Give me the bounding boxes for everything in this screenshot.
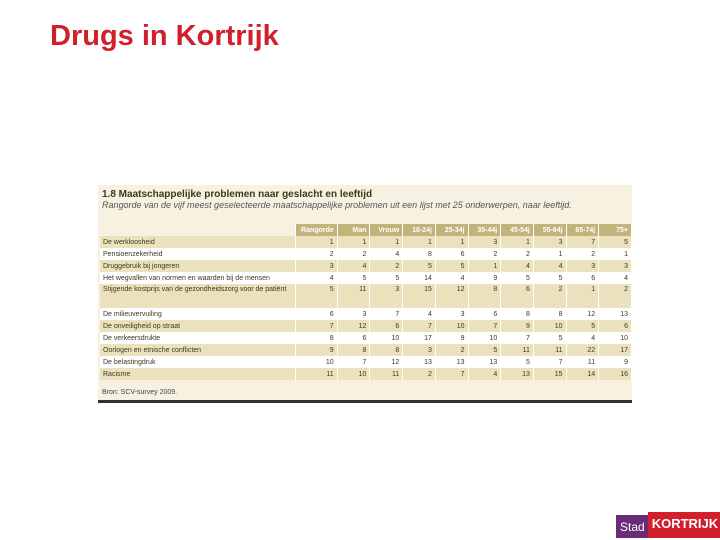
row-label: De belastingdruk xyxy=(100,356,295,368)
table-cell: 5 xyxy=(599,236,632,248)
table-cell: 14 xyxy=(403,272,436,284)
table-cell: 5 xyxy=(501,356,534,368)
table-cell: 4 xyxy=(370,248,403,260)
column-header: 25-34j xyxy=(435,224,468,236)
table-row xyxy=(100,260,632,272)
table-cell: 1 xyxy=(403,236,436,248)
table-row xyxy=(100,284,632,308)
table-cell: 2 xyxy=(533,284,566,308)
table-cell: 5 xyxy=(533,332,566,344)
table-cell: 4 xyxy=(435,272,468,284)
table-cell: 4 xyxy=(403,308,436,320)
table-cell: 8 xyxy=(468,284,501,308)
table-row xyxy=(100,356,632,368)
source-note: Bron: SCV-survey 2009. xyxy=(102,389,178,396)
table-cell: 11 xyxy=(337,284,370,308)
table-cell: 2 xyxy=(295,248,337,260)
table-cell: 13 xyxy=(403,356,436,368)
table-cell: 5 xyxy=(403,260,436,272)
table-cell: 5 xyxy=(468,344,501,356)
table-cell: 12 xyxy=(566,308,599,320)
column-header xyxy=(100,224,295,236)
table-cell: 12 xyxy=(435,284,468,308)
table-cell: 11 xyxy=(370,368,403,380)
table-cell: 12 xyxy=(337,320,370,332)
table-cell: 8 xyxy=(501,308,534,320)
table-cell: 8 xyxy=(337,344,370,356)
table-cell: 10 xyxy=(599,332,632,344)
table-cell: 6 xyxy=(370,320,403,332)
header-row xyxy=(100,224,632,236)
column-header: Vrouw xyxy=(370,224,403,236)
column-header: 18-24j xyxy=(403,224,436,236)
column-header: 35-44j xyxy=(468,224,501,236)
table-cell: 5 xyxy=(566,320,599,332)
table-cell: 11 xyxy=(533,344,566,356)
table-cell: 7 xyxy=(566,236,599,248)
table-cell: 5 xyxy=(501,272,534,284)
table-cell: 6 xyxy=(501,284,534,308)
row-label: De werkloosheid xyxy=(100,236,295,248)
table-cell: 4 xyxy=(337,260,370,272)
table-cell: 22 xyxy=(566,344,599,356)
table-cell: 10 xyxy=(337,368,370,380)
table-cell: 17 xyxy=(403,332,436,344)
table-cell: 3 xyxy=(533,236,566,248)
column-header: 75+ xyxy=(599,224,632,236)
table-cell: 7 xyxy=(468,320,501,332)
table-cell: 10 xyxy=(468,332,501,344)
table-cell: 13 xyxy=(468,356,501,368)
row-label: Pensioenzekerheid xyxy=(100,248,295,260)
slide-title: Drugs in Kortrijk xyxy=(50,20,279,52)
table-cell: 7 xyxy=(403,320,436,332)
logo-kortrijk: KORTRIJK xyxy=(648,512,720,538)
table-cell: 8 xyxy=(370,344,403,356)
table-cell: 15 xyxy=(533,368,566,380)
table-cell: 4 xyxy=(566,332,599,344)
table-cell: 1 xyxy=(533,248,566,260)
table-cell: 14 xyxy=(566,368,599,380)
table-cell: 5 xyxy=(435,260,468,272)
table-row xyxy=(100,248,632,260)
data-table xyxy=(100,224,632,380)
table-cell: 7 xyxy=(435,368,468,380)
table-cell: 6 xyxy=(599,320,632,332)
table-cell: 17 xyxy=(599,344,632,356)
table-cell: 8 xyxy=(403,248,436,260)
table-cell: 10 xyxy=(295,356,337,368)
table-cell: 3 xyxy=(599,260,632,272)
table-cell: 2 xyxy=(468,248,501,260)
table-cell: 3 xyxy=(337,308,370,320)
table-cell: 16 xyxy=(599,368,632,380)
table-cell: 11 xyxy=(295,368,337,380)
table-cell: 2 xyxy=(501,248,534,260)
table-cell: 9 xyxy=(468,272,501,284)
figure-heading: 1.8 Maatschappelijke problemen naar geslacht en leeftijd xyxy=(102,189,373,200)
stad-kortrijk-logo xyxy=(616,512,720,538)
table-cell: 4 xyxy=(468,368,501,380)
table-cell: 13 xyxy=(435,356,468,368)
row-label: Racisme xyxy=(100,368,295,380)
table-cell: 13 xyxy=(599,308,632,320)
table-cell: 11 xyxy=(501,344,534,356)
table-cell: 9 xyxy=(599,356,632,368)
table-cell: 5 xyxy=(295,284,337,308)
table-cell: 1 xyxy=(337,236,370,248)
table-cell: 5 xyxy=(370,272,403,284)
figure-subheading: Rangorde van de vijf meest geselecteerde maatschappelijke problemen uit een lijst met 25 onderwerpen, naar leeftijd. xyxy=(102,200,572,210)
table-row xyxy=(100,320,632,332)
table-row xyxy=(100,236,632,248)
row-label: De milieuvervuiling xyxy=(100,308,295,320)
table-cell: 3 xyxy=(435,308,468,320)
table-cell: 6 xyxy=(468,308,501,320)
table-cell: 4 xyxy=(501,260,534,272)
table-cell: 7 xyxy=(337,356,370,368)
table-cell: 5 xyxy=(337,272,370,284)
column-header: 55-64j xyxy=(533,224,566,236)
table-cell: 1 xyxy=(295,236,337,248)
table-cell: 9 xyxy=(295,344,337,356)
table-row xyxy=(100,308,632,320)
table-cell: 5 xyxy=(533,272,566,284)
row-label: Het wegvallen van normen en waarden bij de mensen xyxy=(100,272,295,284)
table-cell: 3 xyxy=(468,236,501,248)
table-cell: 7 xyxy=(533,356,566,368)
table-cell: 2 xyxy=(337,248,370,260)
column-header: 65-74j xyxy=(566,224,599,236)
table-cell: 3 xyxy=(403,344,436,356)
table-cell: 6 xyxy=(337,332,370,344)
row-label: De verkeersdrukte xyxy=(100,332,295,344)
table-row xyxy=(100,332,632,344)
table-cell: 12 xyxy=(370,356,403,368)
row-label: De onveiligheid op straat xyxy=(100,320,295,332)
table-cell: 1 xyxy=(435,236,468,248)
table-cell: 8 xyxy=(533,308,566,320)
table-cell: 1 xyxy=(370,236,403,248)
logo-stad: Stad xyxy=(616,515,648,538)
table-cell: 7 xyxy=(501,332,534,344)
table-cell: 2 xyxy=(370,260,403,272)
table-cell: 4 xyxy=(295,272,337,284)
table-cell: 13 xyxy=(501,368,534,380)
table-cell: 2 xyxy=(566,248,599,260)
table-cell: 10 xyxy=(370,332,403,344)
table-cell: 15 xyxy=(403,284,436,308)
table-cell: 6 xyxy=(295,308,337,320)
row-label: Druggebruik bij jongeren xyxy=(100,260,295,272)
row-label: Oorlogen en etnische conflicten xyxy=(100,344,295,356)
table-cell: 2 xyxy=(599,284,632,308)
table-cell: 1 xyxy=(501,236,534,248)
table-cell: 9 xyxy=(501,320,534,332)
table-cell: 2 xyxy=(403,368,436,380)
table-cell: 1 xyxy=(468,260,501,272)
table-cell: 7 xyxy=(370,308,403,320)
table-row xyxy=(100,368,632,380)
table-cell: 3 xyxy=(295,260,337,272)
table-cell: 1 xyxy=(599,248,632,260)
table-row xyxy=(100,344,632,356)
column-header: Rangorde xyxy=(295,224,337,236)
row-label: Stijgende kostprijs van de gezondheidszorg voor de patiënt xyxy=(100,284,295,308)
table-cell: 11 xyxy=(566,356,599,368)
table-cell: 10 xyxy=(533,320,566,332)
table-cell: 1 xyxy=(566,284,599,308)
table-cell: 8 xyxy=(295,332,337,344)
column-header: 45-54j xyxy=(501,224,534,236)
table-figure xyxy=(98,185,632,403)
table-cell: 4 xyxy=(599,272,632,284)
table-cell: 4 xyxy=(533,260,566,272)
table-cell: 6 xyxy=(435,248,468,260)
table-cell: 6 xyxy=(566,272,599,284)
table-cell: 3 xyxy=(370,284,403,308)
table-cell: 2 xyxy=(435,344,468,356)
table-cell: 3 xyxy=(566,260,599,272)
column-header: Man xyxy=(337,224,370,236)
table-cell: 9 xyxy=(435,332,468,344)
table-cell: 7 xyxy=(295,320,337,332)
table-cell: 10 xyxy=(435,320,468,332)
table-row xyxy=(100,272,632,284)
